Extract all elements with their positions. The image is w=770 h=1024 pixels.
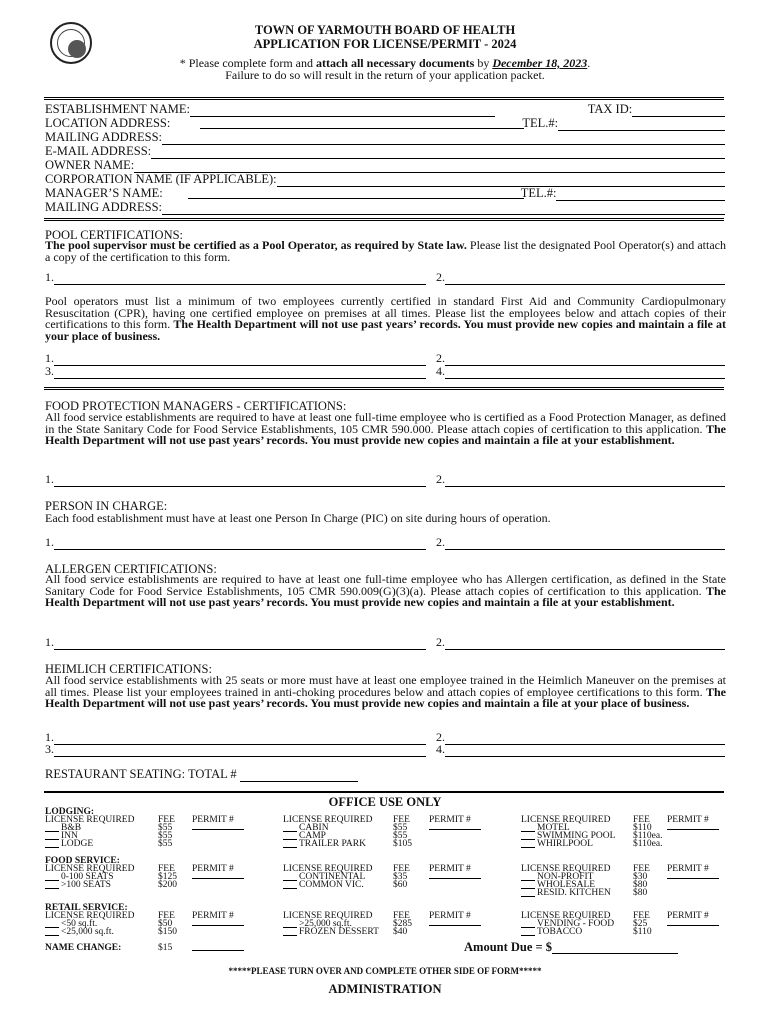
permit-header: PERMIT #: [429, 864, 471, 874]
license-checkbox-line[interactable]: [45, 928, 59, 936]
license-fee: $110ea.: [633, 839, 663, 849]
license-type: CAMP: [299, 831, 326, 841]
license-type: SWIMMING POOL: [537, 831, 616, 841]
license-checkbox-line[interactable]: [283, 873, 297, 881]
fee-header: FEE: [393, 815, 410, 825]
license-checkbox-line[interactable]: [283, 928, 297, 936]
pic-row[interactable]: 1. 2.: [45, 537, 725, 550]
license-type: <25,000 sq.ft.: [61, 927, 114, 937]
establishment-name-field[interactable]: ESTABLISHMENT NAME: TAX ID:: [45, 103, 725, 117]
license-type: >100 SEATS: [61, 880, 111, 890]
license-type: B&B: [61, 823, 82, 833]
fee-header: FEE: [393, 911, 410, 921]
license-type: VENDING - FOOD: [537, 919, 615, 929]
instruction-note-line2: Failure to do so will result in the return of your application packet.: [225, 68, 545, 82]
permit-number-line[interactable]: [192, 878, 244, 879]
managers-name-field[interactable]: MANAGER’S NAME: TEL.#:: [45, 187, 725, 201]
license-type: TRAILER PARK: [299, 839, 366, 849]
license-checkbox-line[interactable]: [45, 824, 59, 832]
license-required-header: LICENSE REQUIRED: [521, 911, 611, 921]
license-fee: $55: [158, 831, 173, 841]
permit-number-line[interactable]: [667, 829, 719, 830]
license-required-header: LICENSE REQUIRED: [521, 864, 611, 874]
license-checkbox-line[interactable]: [283, 881, 297, 889]
license-checkbox-line[interactable]: [521, 881, 535, 889]
license-fee: $125: [158, 872, 177, 882]
license-required-header: LICENSE REQUIRED: [283, 864, 373, 874]
license-fee: $35: [393, 872, 408, 882]
license-checkbox-line[interactable]: [45, 920, 59, 928]
license-checkbox-line[interactable]: [45, 881, 59, 889]
mailing-address2-field[interactable]: MAILING ADDRESS:: [45, 201, 725, 215]
fee-header: FEE: [633, 815, 650, 825]
license-required-header: LICENSE REQUIRED: [521, 815, 611, 825]
form-title: TOWN OF YARMOUTH BOARD OF HEALTH: [254, 23, 516, 37]
administration-heading: ADMINISTRATION: [328, 982, 442, 996]
license-checkbox-line[interactable]: [521, 840, 535, 848]
license-checkbox-line[interactable]: [521, 928, 535, 936]
permit-header: PERMIT #: [192, 864, 234, 874]
heimlich-row-2[interactable]: 3. 4.: [45, 744, 725, 757]
office-use-title: OFFICE USE ONLY: [328, 795, 442, 809]
fee-header: FEE: [158, 911, 175, 921]
pool-cpr-row-1[interactable]: 1. 2.: [45, 353, 725, 366]
turn-over-note: *****PLEASE TURN OVER AND COMPLETE OTHER SIDE OF FORM*****: [228, 966, 542, 976]
fee-header: FEE: [633, 864, 650, 874]
permit-header: PERMIT #: [429, 815, 471, 825]
license-fee: $200: [158, 880, 177, 890]
heimlich-heading: HEIMLICH CERTIFICATIONS:: [45, 662, 212, 676]
office-use-section: [45, 808, 725, 958]
license-fee: $105: [393, 839, 412, 849]
fee-header: FEE: [393, 864, 410, 874]
license-fee: $150: [158, 927, 177, 937]
pic-text: Each food establishment must have at least one Person In Charge (PIC) on site during hours of operation.: [45, 511, 551, 525]
managers-name-line: [188, 198, 524, 199]
allergen-row[interactable]: 1. 2.: [45, 637, 725, 650]
name-change-label: NAME CHANGE:: [45, 943, 122, 953]
license-fee: $110: [633, 927, 652, 937]
heimlich-row-1[interactable]: 1. 2.: [45, 732, 725, 745]
allergen-heading: ALLERGEN CERTIFICATIONS:: [45, 562, 217, 576]
divider: [44, 218, 724, 221]
license-fee: $110ea.: [633, 831, 663, 841]
license-type: 0-100 SEATS: [61, 872, 114, 882]
license-required-header: LICENSE REQUIRED: [283, 815, 373, 825]
license-fee: $40: [393, 927, 408, 937]
license-checkbox-line[interactable]: [521, 920, 535, 928]
allergen-text: All food service establishments are required to have at least one full-time employee who has Allergen certification, as defined in the State Sanitary Code for Food Service Establishments, 105 CMR 590.009(G)(3)(a). Please attach copies of certification to this application. The Health Department will not use past years’ records. You must provide new copies and maintain a file at your establishment.: [45, 572, 726, 610]
license-fee: $60: [393, 880, 408, 890]
license-type: WHIRLPOOL: [537, 839, 593, 849]
food-protection-heading: FOOD PROTECTION MANAGERS - CERTIFICATIONS:: [45, 399, 347, 413]
tax-id-label: TAX ID:: [587, 102, 633, 116]
corporation-name-field[interactable]: CORPORATION NAME (IF APPLICABLE):: [45, 173, 725, 187]
permit-number-line[interactable]: [429, 925, 481, 926]
lodging-label: LODGING:: [45, 807, 95, 817]
amount-due-label: Amount Due = $: [464, 940, 553, 954]
pic-heading: PERSON IN CHARGE:: [45, 499, 168, 513]
license-checkbox-line[interactable]: [45, 832, 59, 840]
pool-cpr-text: Pool operators must list a minimum of two employees currently certified in standard First Aid and Community Cardiopulmonary Resuscitation (CPR), having one certified employee on premises at all times. Please list the employees below and attach copies of their certifications to this form. The Health Department will not use past years’ records. You must provide new copies and maintain a file at your place of business.: [45, 294, 726, 343]
owner-name-field[interactable]: OWNER NAME:: [45, 159, 725, 173]
license-fee: $30: [633, 872, 648, 882]
license-checkbox-line[interactable]: [45, 873, 59, 881]
license-type: <50 sq.ft.: [61, 919, 98, 929]
manager-tel-label: TEL.#:: [520, 186, 557, 200]
license-type: RESID. KITCHEN: [537, 888, 611, 898]
permit-header: PERMIT #: [429, 911, 471, 921]
heimlich-text: All food service establishments with 25 seats or more must have at least one employee trained in the Heimlich Maneuver on the premises at all times. Please list your employees trained in anti-choking procedures below and attach copies of employee certifications to this form. The Health Department will not use past years’ records. You must provide new copies and maintain a file at your place of business.: [45, 673, 726, 711]
permit-header: PERMIT #: [192, 815, 234, 825]
mailing-address-field[interactable]: MAILING ADDRESS:: [45, 131, 725, 145]
permit-header: PERMIT #: [667, 815, 709, 825]
instruction-note: * Please complete form and attach all necessary documents by December 18, 2023.: [179, 56, 591, 70]
pool-cpr-row-2[interactable]: 3. 4.: [45, 366, 725, 379]
license-type: CABIN: [299, 823, 329, 833]
license-checkbox-line[interactable]: [283, 920, 297, 928]
license-type: >25,000 sq.ft.: [299, 919, 352, 929]
license-checkbox-line[interactable]: [521, 889, 535, 897]
fee-header: FEE: [633, 911, 650, 921]
fee-header: FEE: [158, 864, 175, 874]
license-type: WHOLESALE: [537, 880, 596, 890]
license-checkbox-line[interactable]: [521, 832, 535, 840]
permit-header: PERMIT #: [192, 911, 234, 921]
license-fee: $285: [393, 919, 412, 929]
license-fee: $50: [158, 919, 173, 929]
permit-number-line[interactable]: [192, 829, 244, 830]
license-fee: $55: [393, 831, 408, 841]
license-type: TOBACCO: [537, 927, 583, 937]
name-change-permit-line[interactable]: [192, 950, 244, 951]
food-protection-row[interactable]: 1. 2.: [45, 474, 725, 487]
deadline-date: December 18, 2023: [492, 56, 588, 70]
license-type: INN: [61, 831, 78, 841]
fee-header: FEE: [158, 815, 175, 825]
license-checkbox-line[interactable]: [283, 832, 297, 840]
divider: [44, 97, 724, 100]
amount-due-field[interactable]: [464, 940, 678, 954]
license-fee: $55: [393, 823, 408, 833]
amount-due-line[interactable]: [552, 942, 678, 954]
license-type: COMMON VIC.: [299, 880, 364, 890]
license-checkbox-line[interactable]: [45, 840, 59, 848]
license-required-header: LICENSE REQUIRED: [45, 911, 135, 921]
permit-header: PERMIT #: [667, 864, 709, 874]
location-address-field[interactable]: LOCATION ADDRESS: TEL.#:: [45, 117, 725, 131]
license-checkbox-line[interactable]: [283, 824, 297, 832]
license-required-header: LICENSE REQUIRED: [45, 815, 135, 825]
license-type: NON-PROFIT: [537, 872, 594, 882]
license-checkbox-line[interactable]: [283, 840, 297, 848]
retail-service-label: RETAIL SERVICE:: [45, 903, 128, 913]
food-service-label: FOOD SERVICE:: [45, 856, 120, 866]
pool-text: The pool supervisor must be certified as a Pool Operator, as required by State law. Please list the designated Pool Operator(s) and attach a copy of the certification to this form.: [45, 238, 727, 264]
license-checkbox-line[interactable]: [521, 824, 535, 832]
license-type: CONTINENTAL: [299, 872, 366, 882]
license-type: FROZEN DESSERT: [299, 927, 379, 937]
pool-heading: POOL CERTIFICATIONS:: [45, 228, 184, 242]
license-type: LODGE: [61, 839, 94, 849]
license-required-header: LICENSE REQUIRED: [45, 864, 135, 874]
license-fee: $25: [633, 919, 648, 929]
permit-number-line[interactable]: [192, 925, 244, 926]
restaurant-seating-field[interactable]: RESTAURANT SEATING: TOTAL #: [45, 767, 358, 782]
location-address-line: [200, 128, 524, 129]
permit-number-line[interactable]: [429, 878, 481, 879]
license-fee: $80: [633, 888, 648, 898]
license-type: MOTEL: [537, 823, 570, 833]
license-fee: $55: [158, 823, 173, 833]
license-fee: $110: [633, 823, 652, 833]
permit-number-line[interactable]: [429, 829, 481, 830]
divider: [44, 387, 724, 390]
permit-number-line[interactable]: [667, 925, 719, 926]
email-address-field[interactable]: E-MAIL ADDRESS:: [45, 145, 725, 159]
divider: [44, 791, 724, 793]
license-fee: $80: [633, 880, 648, 890]
name-change-fee: $15: [158, 943, 173, 953]
license-required-header: LICENSE REQUIRED: [283, 911, 373, 921]
form-subtitle: APPLICATION FOR LICENSE/PERMIT - 2024: [253, 37, 517, 51]
food-protection-text: All food service establishments are required to have at least one full-time employee who is certified as a Food Protection Manager, as defined in the State Sanitary Code for Food Service Establishments, 105 CMR 590.000. Please attach copies of certification to this application. The Health Department will not use past years’ records. You must provide new copies and maintain a file at your establishment.: [45, 410, 726, 448]
license-checkbox-line[interactable]: [521, 873, 535, 881]
license-fee: $55: [158, 839, 173, 849]
pool-operator-row[interactable]: 1. 2.: [45, 272, 725, 285]
permit-number-line[interactable]: [667, 878, 719, 879]
permit-header: PERMIT #: [667, 911, 709, 921]
tel-label: TEL.#:: [522, 116, 559, 130]
